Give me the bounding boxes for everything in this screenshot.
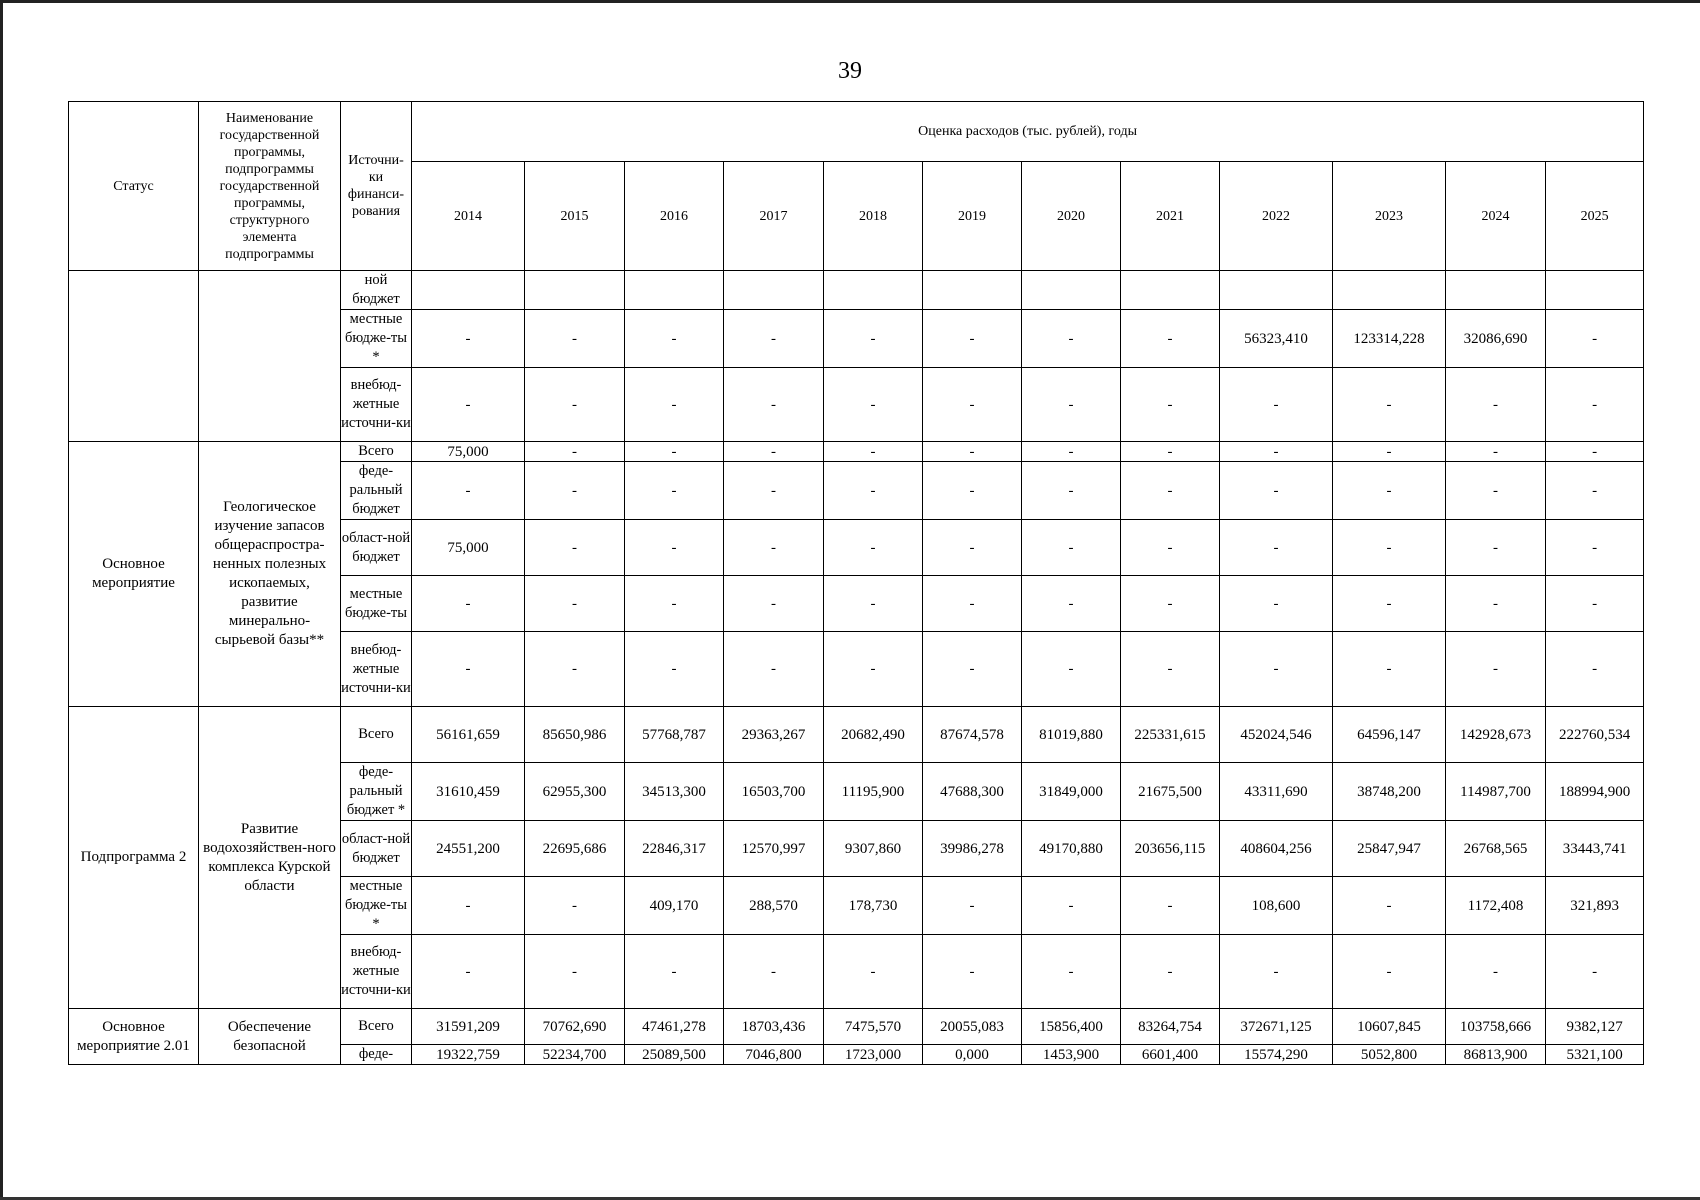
value-cell: - xyxy=(824,462,923,520)
value-cell: - xyxy=(1121,632,1220,707)
value-cell: 70762,690 xyxy=(525,1009,625,1045)
value-cell: - xyxy=(1121,520,1220,576)
value-cell: 9382,127 xyxy=(1546,1009,1644,1045)
value-cell: - xyxy=(1446,368,1546,442)
value-cell: 56323,410 xyxy=(1220,310,1333,368)
value-cell: 1172,408 xyxy=(1446,877,1546,935)
value-cell: 225331,615 xyxy=(1121,707,1220,763)
value-cell: - xyxy=(724,310,824,368)
value-cell: - xyxy=(1121,442,1220,462)
year-header: 2018 xyxy=(824,162,923,271)
value-cell: - xyxy=(1333,632,1446,707)
value-cell: - xyxy=(923,520,1022,576)
funding-source-cell: внебюд-жетные источни-ки xyxy=(341,368,412,442)
header-program-name: Наименование государственной программы, подпрограммы государственной программы, структурного элемента подпрограммы xyxy=(199,102,341,271)
value-cell: - xyxy=(1220,935,1333,1009)
value-cell: 87674,578 xyxy=(923,707,1022,763)
value-cell: 34513,300 xyxy=(625,763,724,821)
value-cell: - xyxy=(1546,310,1644,368)
value-cell: - xyxy=(412,310,525,368)
year-header: 2022 xyxy=(1220,162,1333,271)
value-cell: 86813,900 xyxy=(1446,1045,1546,1065)
value-cell xyxy=(1220,271,1333,310)
value-cell: - xyxy=(824,935,923,1009)
value-cell: 0,000 xyxy=(923,1045,1022,1065)
value-cell: 142928,673 xyxy=(1446,707,1546,763)
value-cell: 9307,860 xyxy=(824,821,923,877)
value-cell: 1453,900 xyxy=(1022,1045,1121,1065)
value-cell xyxy=(1022,271,1121,310)
value-cell: 1723,000 xyxy=(824,1045,923,1065)
value-cell: - xyxy=(625,520,724,576)
value-cell: - xyxy=(824,368,923,442)
budget-table xyxy=(68,101,1644,1065)
value-cell: - xyxy=(1022,462,1121,520)
year-header: 2020 xyxy=(1022,162,1121,271)
value-cell: - xyxy=(1333,442,1446,462)
value-cell: 83264,754 xyxy=(1121,1009,1220,1045)
value-cell: - xyxy=(724,632,824,707)
year-header: 2025 xyxy=(1546,162,1644,271)
value-cell: - xyxy=(412,368,525,442)
value-cell: - xyxy=(1121,368,1220,442)
header-sources: Источни-ки финанси-рования xyxy=(341,102,412,271)
value-cell: 123314,228 xyxy=(1333,310,1446,368)
value-cell: 49170,880 xyxy=(1022,821,1121,877)
value-cell: - xyxy=(923,442,1022,462)
value-cell: 43311,690 xyxy=(1220,763,1333,821)
value-cell: 114987,700 xyxy=(1446,763,1546,821)
value-cell: 31610,459 xyxy=(412,763,525,821)
value-cell: 372671,125 xyxy=(1220,1009,1333,1045)
program-name-cell xyxy=(199,271,341,442)
funding-source-cell: Всего xyxy=(341,707,412,763)
value-cell xyxy=(1333,271,1446,310)
value-cell: 62955,300 xyxy=(525,763,625,821)
year-header: 2024 xyxy=(1446,162,1546,271)
value-cell: 108,600 xyxy=(1220,877,1333,935)
value-cell: - xyxy=(1220,632,1333,707)
table-row xyxy=(69,442,1644,462)
header-estimate: Оценка расходов (тыс. рублей), годы xyxy=(412,102,1644,162)
value-cell: - xyxy=(1446,462,1546,520)
value-cell: 38748,200 xyxy=(1333,763,1446,821)
value-cell: - xyxy=(1546,368,1644,442)
table-body xyxy=(69,102,1644,1065)
value-cell: - xyxy=(1022,632,1121,707)
value-cell: - xyxy=(824,632,923,707)
value-cell: - xyxy=(625,632,724,707)
value-cell: 6601,400 xyxy=(1121,1045,1220,1065)
value-cell: - xyxy=(1446,442,1546,462)
value-cell: - xyxy=(1121,877,1220,935)
program-name-cell: Геологическое изучение запасов общераспростра-ненных полезных ископаемых, развитие минерально-сырьевой базы** xyxy=(199,442,341,707)
value-cell: 16503,700 xyxy=(724,763,824,821)
value-cell: - xyxy=(1546,442,1644,462)
value-cell: 29363,267 xyxy=(724,707,824,763)
value-cell: - xyxy=(625,935,724,1009)
value-cell: - xyxy=(525,877,625,935)
funding-source-cell: ной бюджет xyxy=(341,271,412,310)
scan-edge-top xyxy=(0,0,1700,3)
value-cell: - xyxy=(412,877,525,935)
value-cell: - xyxy=(625,576,724,632)
value-cell: 25089,500 xyxy=(625,1045,724,1065)
value-cell: 10607,845 xyxy=(1333,1009,1446,1045)
value-cell: 32086,690 xyxy=(1446,310,1546,368)
value-cell: - xyxy=(625,310,724,368)
value-cell: - xyxy=(1022,310,1121,368)
value-cell: 321,893 xyxy=(1546,877,1644,935)
value-cell: - xyxy=(923,632,1022,707)
value-cell xyxy=(824,271,923,310)
value-cell: - xyxy=(525,310,625,368)
value-cell: - xyxy=(1022,442,1121,462)
value-cell: 20055,083 xyxy=(923,1009,1022,1045)
value-cell: 103758,666 xyxy=(1446,1009,1546,1045)
value-cell: - xyxy=(412,576,525,632)
value-cell: 188994,900 xyxy=(1546,763,1644,821)
value-cell: - xyxy=(1121,576,1220,632)
year-header: 2021 xyxy=(1121,162,1220,271)
value-cell: - xyxy=(525,520,625,576)
funding-source-cell: внебюд-жетные источни-ки xyxy=(341,935,412,1009)
value-cell: 47688,300 xyxy=(923,763,1022,821)
value-cell: 31849,000 xyxy=(1022,763,1121,821)
value-cell: - xyxy=(724,935,824,1009)
funding-source-cell: внебюд-жетные источни-ки xyxy=(341,632,412,707)
value-cell: 52234,700 xyxy=(525,1045,625,1065)
value-cell: 25847,947 xyxy=(1333,821,1446,877)
value-cell xyxy=(525,271,625,310)
value-cell: 408604,256 xyxy=(1220,821,1333,877)
value-cell: - xyxy=(1121,310,1220,368)
funding-source-cell: феде-ральный бюджет * xyxy=(341,763,412,821)
value-cell xyxy=(923,271,1022,310)
value-cell: 409,170 xyxy=(625,877,724,935)
value-cell: - xyxy=(1333,576,1446,632)
funding-source-cell: феде-ральный бюджет xyxy=(341,462,412,520)
value-cell: 15574,290 xyxy=(1220,1045,1333,1065)
value-cell xyxy=(1546,271,1644,310)
year-header: 2019 xyxy=(923,162,1022,271)
year-header: 2014 xyxy=(412,162,525,271)
value-cell: - xyxy=(1546,935,1644,1009)
value-cell: - xyxy=(1121,935,1220,1009)
value-cell: - xyxy=(1220,462,1333,520)
year-header: 2023 xyxy=(1333,162,1446,271)
value-cell: 20682,490 xyxy=(824,707,923,763)
value-cell: 85650,986 xyxy=(525,707,625,763)
value-cell: - xyxy=(525,935,625,1009)
value-cell: - xyxy=(1333,520,1446,576)
value-cell: 24551,200 xyxy=(412,821,525,877)
funding-source-cell: Всего xyxy=(341,442,412,462)
year-header: 2016 xyxy=(625,162,724,271)
value-cell: - xyxy=(525,576,625,632)
value-cell: 81019,880 xyxy=(1022,707,1121,763)
value-cell: 5052,800 xyxy=(1333,1045,1446,1065)
value-cell: - xyxy=(1022,935,1121,1009)
value-cell: - xyxy=(1446,520,1546,576)
value-cell xyxy=(412,271,525,310)
header-status: Статус xyxy=(69,102,199,271)
value-cell: 7046,800 xyxy=(724,1045,824,1065)
year-header: 2017 xyxy=(724,162,824,271)
value-cell: - xyxy=(824,310,923,368)
value-cell: 19322,759 xyxy=(412,1045,525,1065)
value-cell: 56161,659 xyxy=(412,707,525,763)
value-cell xyxy=(625,271,724,310)
value-cell: - xyxy=(923,462,1022,520)
value-cell: - xyxy=(1546,520,1644,576)
value-cell: 22695,686 xyxy=(525,821,625,877)
value-cell: 15856,400 xyxy=(1022,1009,1121,1045)
status-cell: Основное мероприятие 2.01 xyxy=(69,1009,199,1065)
value-cell: - xyxy=(923,576,1022,632)
value-cell: 12570,997 xyxy=(724,821,824,877)
value-cell: - xyxy=(1446,935,1546,1009)
value-cell xyxy=(1446,271,1546,310)
table-row xyxy=(69,271,1644,310)
value-cell: - xyxy=(923,877,1022,935)
value-cell: - xyxy=(923,310,1022,368)
value-cell: - xyxy=(412,935,525,1009)
funding-source-cell: местные бюдже-ты xyxy=(341,576,412,632)
value-cell: - xyxy=(724,442,824,462)
program-name-cell: Развитие водохозяйствен-ного комплекса Курской области xyxy=(199,707,341,1009)
value-cell: 75,000 xyxy=(412,442,525,462)
page-number: 39 xyxy=(838,58,862,84)
value-cell: - xyxy=(724,576,824,632)
value-cell: - xyxy=(1333,462,1446,520)
value-cell: - xyxy=(625,462,724,520)
value-cell xyxy=(1121,271,1220,310)
value-cell: - xyxy=(412,632,525,707)
value-cell: 75,000 xyxy=(412,520,525,576)
value-cell: - xyxy=(1022,877,1121,935)
scan-edge-left xyxy=(0,0,3,1200)
value-cell: - xyxy=(923,368,1022,442)
value-cell: 203656,115 xyxy=(1121,821,1220,877)
value-cell: 5321,100 xyxy=(1546,1045,1644,1065)
funding-source-cell: местные бюдже-ты * xyxy=(341,310,412,368)
value-cell: - xyxy=(1022,520,1121,576)
value-cell: - xyxy=(1220,520,1333,576)
value-cell: - xyxy=(824,576,923,632)
value-cell: - xyxy=(724,368,824,442)
value-cell: 222760,534 xyxy=(1546,707,1644,763)
value-cell: - xyxy=(525,632,625,707)
funding-source-cell: местные бюдже-ты * xyxy=(341,877,412,935)
value-cell: - xyxy=(1022,576,1121,632)
value-cell: 21675,500 xyxy=(1121,763,1220,821)
value-cell: - xyxy=(824,442,923,462)
value-cell: - xyxy=(625,442,724,462)
value-cell: - xyxy=(1446,576,1546,632)
value-cell: - xyxy=(1333,935,1446,1009)
value-cell xyxy=(724,271,824,310)
status-cell xyxy=(69,271,199,442)
value-cell: 33443,741 xyxy=(1546,821,1644,877)
value-cell: 18703,436 xyxy=(724,1009,824,1045)
value-cell: 7475,570 xyxy=(824,1009,923,1045)
value-cell: - xyxy=(724,520,824,576)
value-cell: 64596,147 xyxy=(1333,707,1446,763)
value-cell: 47461,278 xyxy=(625,1009,724,1045)
value-cell: - xyxy=(1333,368,1446,442)
funding-source-cell: област-ной бюджет xyxy=(341,520,412,576)
table-row xyxy=(69,1009,1644,1045)
value-cell: - xyxy=(724,462,824,520)
value-cell: - xyxy=(1220,368,1333,442)
status-cell: Подпрограмма 2 xyxy=(69,707,199,1009)
value-cell: 178,730 xyxy=(824,877,923,935)
value-cell: - xyxy=(525,442,625,462)
funding-source-cell: област-ной бюджет xyxy=(341,821,412,877)
value-cell: - xyxy=(412,462,525,520)
value-cell: - xyxy=(1220,576,1333,632)
value-cell: - xyxy=(1546,462,1644,520)
status-cell: Основное мероприятие xyxy=(69,442,199,707)
value-cell: 31591,209 xyxy=(412,1009,525,1045)
value-cell: 11195,900 xyxy=(824,763,923,821)
value-cell: - xyxy=(1220,442,1333,462)
value-cell: - xyxy=(1022,368,1121,442)
value-cell: 57768,787 xyxy=(625,707,724,763)
value-cell: 452024,546 xyxy=(1220,707,1333,763)
value-cell: 26768,565 xyxy=(1446,821,1546,877)
value-cell: - xyxy=(923,935,1022,1009)
value-cell: - xyxy=(1546,576,1644,632)
value-cell: - xyxy=(1333,877,1446,935)
program-name-cell: Обеспечение безопасной xyxy=(199,1009,341,1065)
funding-source-cell: феде- xyxy=(341,1045,412,1065)
value-cell: - xyxy=(1446,632,1546,707)
value-cell: - xyxy=(824,520,923,576)
value-cell: 288,570 xyxy=(724,877,824,935)
value-cell: - xyxy=(625,368,724,442)
value-cell: - xyxy=(1121,462,1220,520)
value-cell: - xyxy=(525,368,625,442)
table-row xyxy=(69,707,1644,763)
header-row xyxy=(69,102,1644,162)
funding-source-cell: Всего xyxy=(341,1009,412,1045)
value-cell: - xyxy=(1546,632,1644,707)
value-cell: - xyxy=(525,462,625,520)
value-cell: 39986,278 xyxy=(923,821,1022,877)
year-header: 2015 xyxy=(525,162,625,271)
value-cell: 22846,317 xyxy=(625,821,724,877)
